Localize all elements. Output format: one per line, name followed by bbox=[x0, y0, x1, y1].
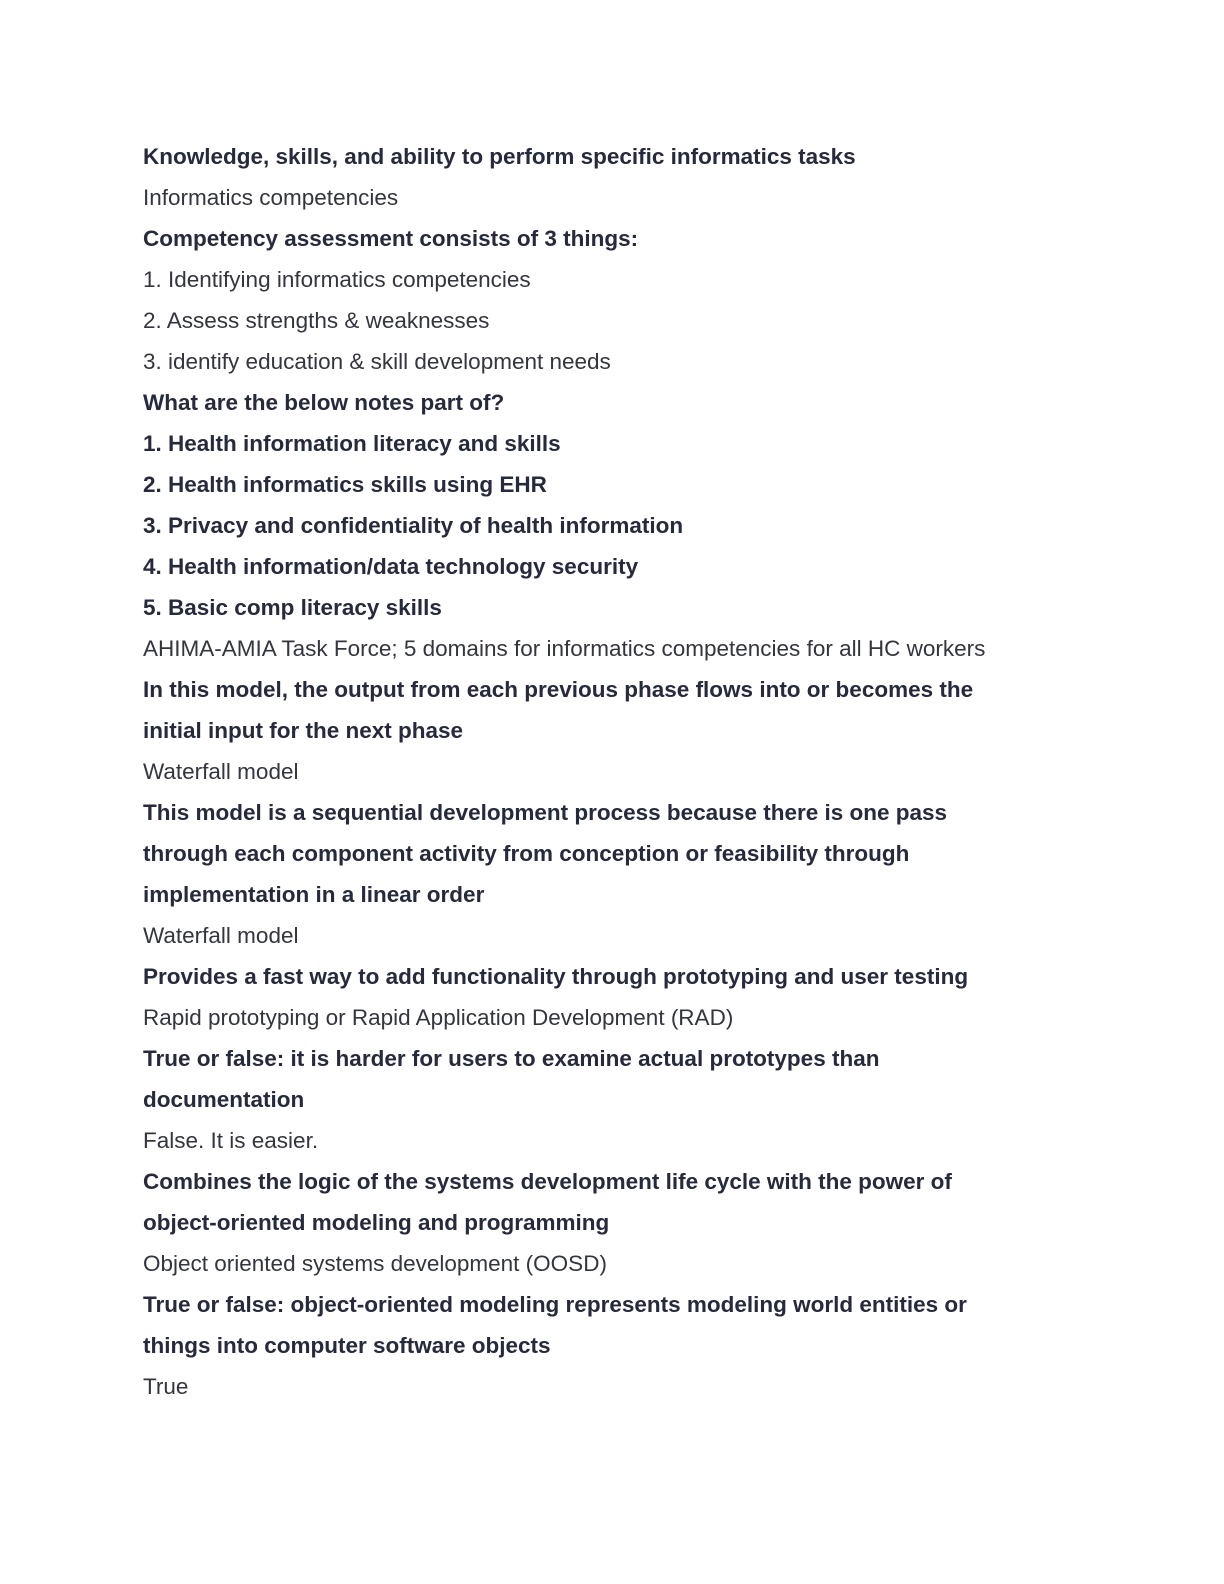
question-line: 1. Health information literacy and skills bbox=[143, 431, 561, 456]
question-line: documentation bbox=[143, 1087, 305, 1112]
answer-line: True bbox=[143, 1374, 189, 1399]
question-line: In this model, the output from each previous phase flows into or becomes the bbox=[143, 677, 974, 702]
question-line: object-oriented modeling and programming bbox=[143, 1210, 610, 1235]
question-line: Competency assessment consists of 3 things: bbox=[143, 226, 639, 251]
answer-line: False. It is easier. bbox=[143, 1128, 319, 1153]
answer-line: Waterfall model bbox=[143, 759, 299, 784]
question-line: through each component activity from conception or feasibility through bbox=[143, 841, 910, 866]
question-line: implementation in a linear order bbox=[143, 882, 485, 907]
question-line: Combines the logic of the systems development life cycle with the power of bbox=[143, 1169, 952, 1194]
document-page bbox=[143, 136, 1053, 1407]
question-line: What are the below notes part of? bbox=[143, 390, 505, 415]
answer-line: 3. identify education & skill development needs bbox=[143, 349, 611, 374]
question-line: 2. Health informatics skills using EHR bbox=[143, 472, 547, 497]
answer-line: Waterfall model bbox=[143, 923, 299, 948]
question-line: True or false: it is harder for users to examine actual prototypes than bbox=[143, 1046, 880, 1071]
question-line: True or false: object-oriented modeling represents modeling world entities or bbox=[143, 1292, 967, 1317]
answer-line: Rapid prototyping or Rapid Application Development (RAD) bbox=[143, 1005, 734, 1030]
question-line: This model is a sequential development process because there is one pass bbox=[143, 800, 948, 825]
question-line: 3. Privacy and confidentiality of health information bbox=[143, 513, 684, 538]
answer-line: Informatics competencies bbox=[143, 185, 399, 210]
answer-line: Object oriented systems development (OOSD) bbox=[143, 1251, 607, 1276]
question-line: Knowledge, skills, and ability to perform specific informatics tasks bbox=[143, 144, 856, 169]
question-line: initial input for the next phase bbox=[143, 718, 464, 743]
answer-line: 1. Identifying informatics competencies bbox=[143, 267, 531, 292]
question-line: Provides a fast way to add functionality through prototyping and user testing bbox=[143, 964, 969, 989]
answer-line: AHIMA-AMIA Task Force; 5 domains for informatics competencies for all HC workers bbox=[143, 636, 986, 661]
question-line: 5. Basic comp literacy skills bbox=[143, 595, 442, 620]
question-line: 4. Health information/data technology security bbox=[143, 554, 639, 579]
answer-line: 2. Assess strengths & weaknesses bbox=[143, 308, 490, 333]
question-line: things into computer software objects bbox=[143, 1333, 551, 1358]
